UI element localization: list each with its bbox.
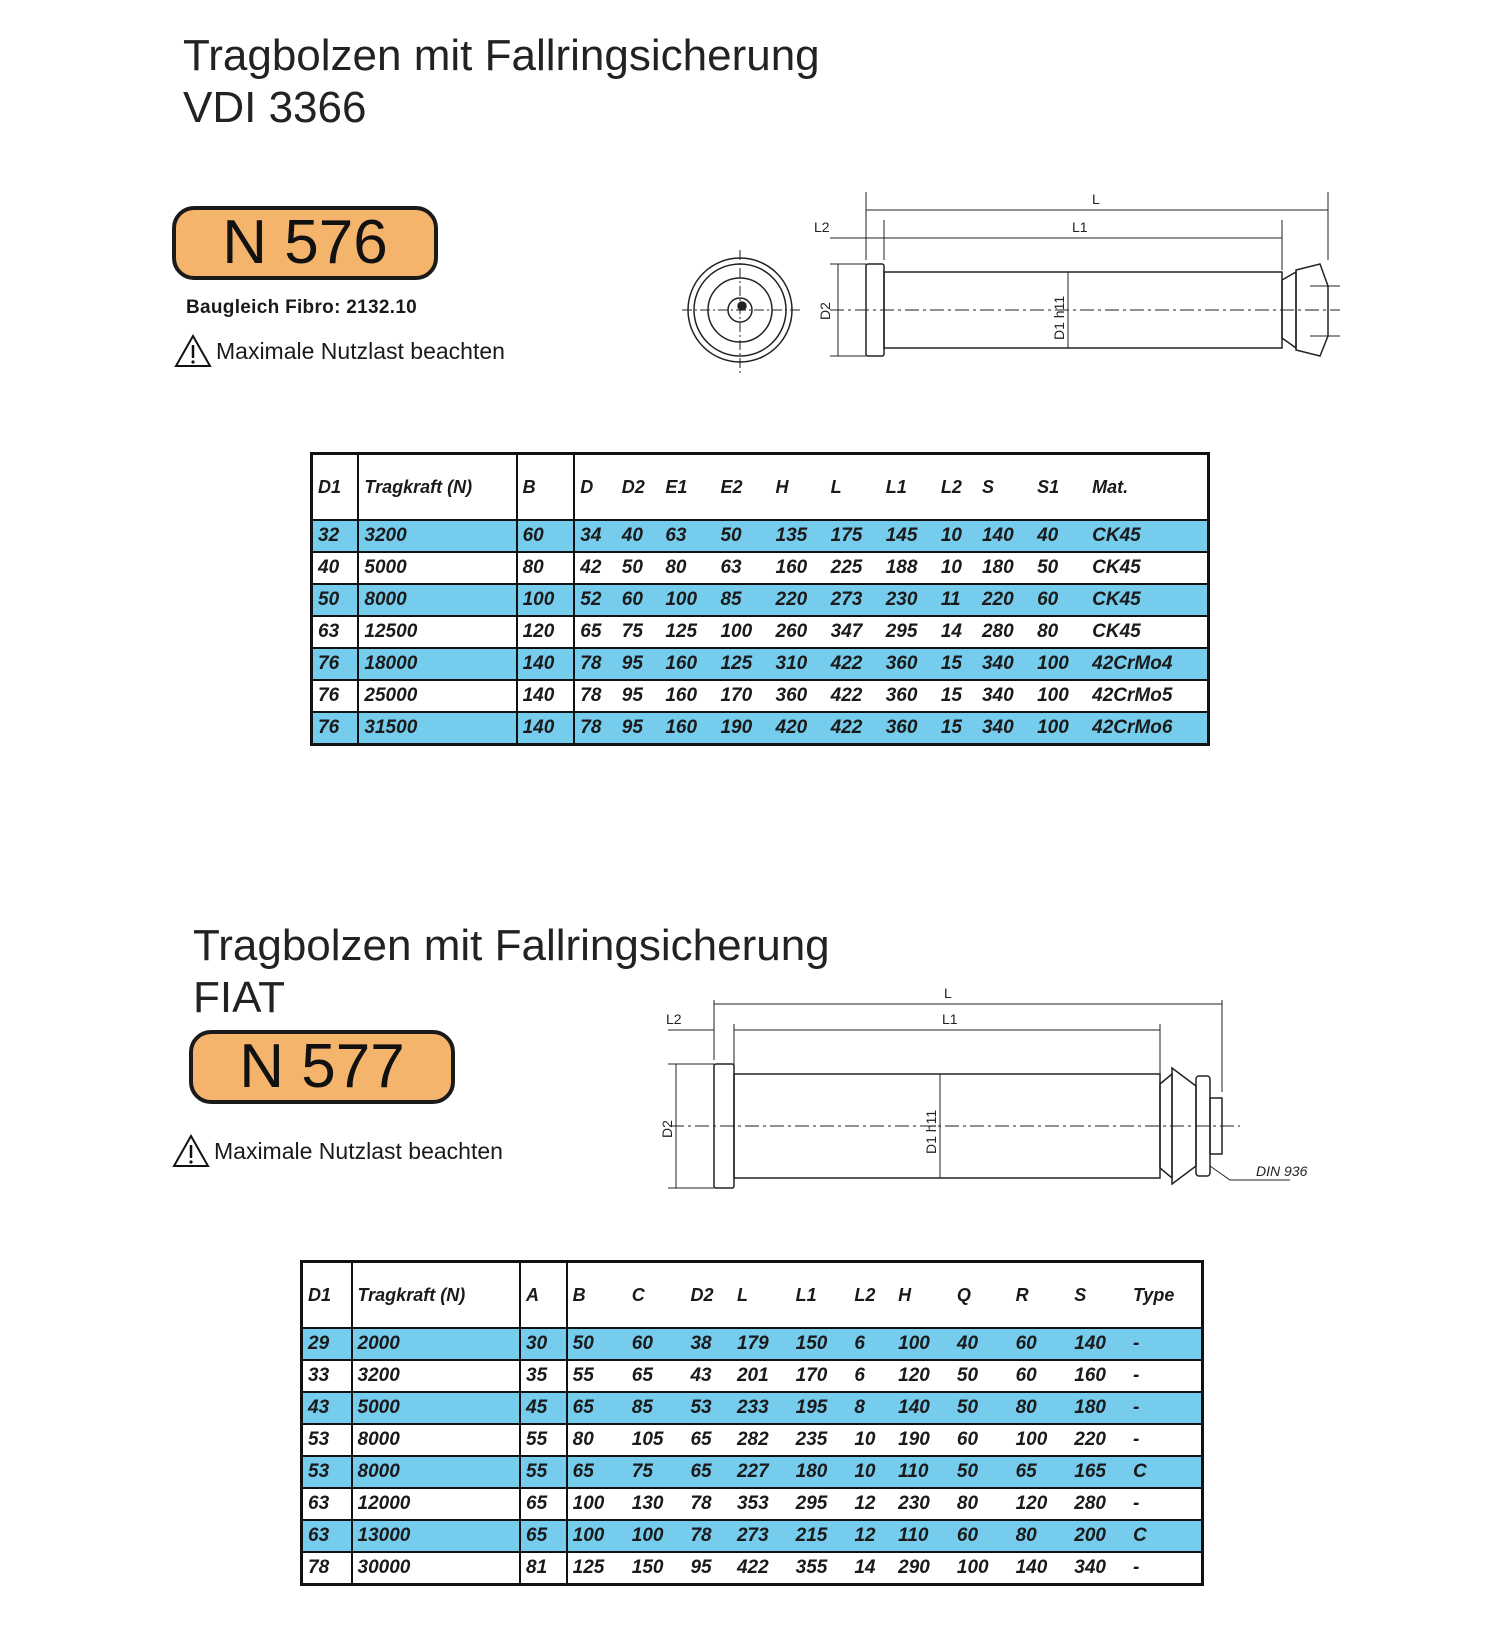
table-header-cell: D1 bbox=[302, 1262, 352, 1329]
table-row bbox=[312, 520, 1209, 552]
table-cell: 100 bbox=[567, 1488, 627, 1520]
table-cell: 31500 bbox=[358, 712, 516, 745]
table-cell: 8000 bbox=[358, 584, 516, 616]
table-cell: 55 bbox=[567, 1360, 627, 1392]
table-cell: 190 bbox=[893, 1424, 952, 1456]
table-cell: 100 bbox=[660, 584, 715, 616]
table-cell: 160 bbox=[660, 680, 715, 712]
table-cell: 360 bbox=[771, 680, 826, 712]
table-cell: 60 bbox=[517, 520, 575, 552]
table-cell: 100 bbox=[567, 1520, 627, 1552]
dim-label-L: L bbox=[944, 985, 952, 1001]
table-cell: - bbox=[1128, 1328, 1203, 1360]
table-cell: 60 bbox=[952, 1424, 1011, 1456]
section2-title-line1: Tragbolzen mit Fallringsicherung bbox=[193, 921, 830, 970]
table-cell: 63 bbox=[302, 1488, 352, 1520]
table-cell: 78 bbox=[302, 1552, 352, 1585]
table-cell: 120 bbox=[517, 616, 575, 648]
table-header-cell: D1 bbox=[312, 454, 359, 521]
table-cell: 81 bbox=[520, 1552, 567, 1585]
table-cell: 95 bbox=[617, 648, 661, 680]
table-cell: 6 bbox=[849, 1328, 893, 1360]
section1-title bbox=[183, 30, 820, 134]
table-cell: 140 bbox=[1011, 1552, 1070, 1585]
table-cell: 340 bbox=[977, 680, 1032, 712]
table-cell: 125 bbox=[660, 616, 715, 648]
table-cell: 45 bbox=[520, 1392, 567, 1424]
table-cell: 220 bbox=[1069, 1424, 1128, 1456]
table-cell: 100 bbox=[715, 616, 770, 648]
table-cell: 105 bbox=[627, 1424, 686, 1456]
table-cell: 360 bbox=[881, 712, 936, 745]
table-cell: 10 bbox=[849, 1424, 893, 1456]
table-cell: 35 bbox=[520, 1360, 567, 1392]
table-cell: 12 bbox=[849, 1488, 893, 1520]
table-cell: 188 bbox=[881, 552, 936, 584]
table-cell: 85 bbox=[627, 1392, 686, 1424]
table-cell: 195 bbox=[791, 1392, 850, 1424]
section2-warning bbox=[172, 1134, 503, 1168]
dim-label-L1: L1 bbox=[942, 1011, 958, 1027]
table-cell: 18000 bbox=[358, 648, 516, 680]
table-cell: 100 bbox=[517, 584, 575, 616]
table-cell: 230 bbox=[881, 584, 936, 616]
table-header-cell: L1 bbox=[791, 1262, 850, 1329]
table-cell: 65 bbox=[574, 616, 616, 648]
section1-title-line1: Tragbolzen mit Fallringsicherung bbox=[183, 31, 820, 80]
warning-triangle-icon bbox=[172, 1134, 210, 1168]
table-header-cell: Tragkraft (N) bbox=[358, 454, 516, 521]
table-cell: 215 bbox=[791, 1520, 850, 1552]
table-cell: 76 bbox=[312, 680, 359, 712]
table-cell: 280 bbox=[1069, 1488, 1128, 1520]
table-cell: 8000 bbox=[352, 1456, 521, 1488]
section1-spec-table bbox=[310, 452, 1210, 746]
table-cell: 125 bbox=[567, 1552, 627, 1585]
table-cell: 50 bbox=[567, 1328, 627, 1360]
table-cell: 43 bbox=[302, 1392, 352, 1424]
table-cell: 140 bbox=[517, 648, 575, 680]
section2-title-line2: FIAT bbox=[193, 973, 286, 1022]
table-cell: 180 bbox=[791, 1456, 850, 1488]
table-cell: 60 bbox=[1032, 584, 1087, 616]
table-cell: 80 bbox=[567, 1424, 627, 1456]
table-cell: 100 bbox=[1032, 712, 1087, 745]
table-cell: 63 bbox=[715, 552, 770, 584]
table-cell: 5000 bbox=[358, 552, 516, 584]
din-label: DIN 936 bbox=[1256, 1163, 1308, 1179]
table-cell: 273 bbox=[732, 1520, 791, 1552]
table-cell: C bbox=[1128, 1456, 1203, 1488]
table-header-row bbox=[302, 1262, 1203, 1329]
table-cell: 55 bbox=[520, 1424, 567, 1456]
table-cell: 179 bbox=[732, 1328, 791, 1360]
table-cell: 95 bbox=[617, 712, 661, 745]
table-cell: 42CrMo4 bbox=[1087, 648, 1208, 680]
table-header-cell: L1 bbox=[881, 454, 936, 521]
table-cell: 65 bbox=[567, 1392, 627, 1424]
dim-label-D2: D2 bbox=[659, 1120, 675, 1138]
table-cell: 10 bbox=[849, 1456, 893, 1488]
section2-technical-drawing bbox=[650, 980, 1340, 1200]
table-cell: 53 bbox=[302, 1456, 352, 1488]
section1-technical-drawing bbox=[680, 190, 1340, 390]
table-header-cell: L bbox=[826, 454, 881, 521]
table-cell: 8 bbox=[849, 1392, 893, 1424]
table-cell: 100 bbox=[952, 1552, 1011, 1585]
table-cell: 50 bbox=[1032, 552, 1087, 584]
table-header-cell: C bbox=[627, 1262, 686, 1329]
table-row bbox=[302, 1392, 1203, 1424]
table-cell: - bbox=[1128, 1488, 1203, 1520]
table-cell: 227 bbox=[732, 1456, 791, 1488]
table-cell: 295 bbox=[791, 1488, 850, 1520]
table-cell: 130 bbox=[627, 1488, 686, 1520]
table-cell: 53 bbox=[302, 1424, 352, 1456]
table-cell: - bbox=[1128, 1552, 1203, 1585]
table-cell: 50 bbox=[952, 1456, 1011, 1488]
table-cell: 145 bbox=[881, 520, 936, 552]
table-cell: 220 bbox=[977, 584, 1032, 616]
table-cell: 340 bbox=[977, 648, 1032, 680]
table-cell: 80 bbox=[1032, 616, 1087, 648]
table-cell: - bbox=[1128, 1360, 1203, 1392]
table-header-row bbox=[312, 454, 1209, 521]
table-row bbox=[312, 680, 1209, 712]
table-cell: 422 bbox=[732, 1552, 791, 1585]
table-cell: 65 bbox=[627, 1360, 686, 1392]
table-header-cell: H bbox=[771, 454, 826, 521]
table-cell: 100 bbox=[1032, 648, 1087, 680]
table-cell: 170 bbox=[791, 1360, 850, 1392]
table-cell: 33 bbox=[302, 1360, 352, 1392]
table-header-cell: S bbox=[977, 454, 1032, 521]
table-cell: 60 bbox=[627, 1328, 686, 1360]
table-cell: 15 bbox=[936, 648, 977, 680]
table-cell: 100 bbox=[627, 1520, 686, 1552]
table-cell: 80 bbox=[1011, 1520, 1070, 1552]
table-header-cell: D2 bbox=[617, 454, 661, 521]
table-row bbox=[312, 712, 1209, 745]
table-cell: 100 bbox=[1011, 1424, 1070, 1456]
table-cell: 422 bbox=[826, 648, 881, 680]
table-cell: 340 bbox=[977, 712, 1032, 745]
table-header-cell: H bbox=[893, 1262, 952, 1329]
table-cell: 50 bbox=[952, 1392, 1011, 1424]
table-cell: 95 bbox=[617, 680, 661, 712]
table-cell: 420 bbox=[771, 712, 826, 745]
table-cell: 80 bbox=[517, 552, 575, 584]
table-cell: 100 bbox=[893, 1328, 952, 1360]
table-cell: 290 bbox=[893, 1552, 952, 1585]
table-cell: 120 bbox=[1011, 1488, 1070, 1520]
table-cell: 190 bbox=[715, 712, 770, 745]
table-cell: 75 bbox=[617, 616, 661, 648]
table-cell: 52 bbox=[574, 584, 616, 616]
table-cell: 2000 bbox=[352, 1328, 521, 1360]
table-header-cell: L2 bbox=[849, 1262, 893, 1329]
table-cell: 11 bbox=[936, 584, 977, 616]
table-cell: 75 bbox=[627, 1456, 686, 1488]
table-cell: 32 bbox=[312, 520, 359, 552]
table-cell: 60 bbox=[617, 584, 661, 616]
table-cell: 76 bbox=[312, 712, 359, 745]
table-cell: 65 bbox=[520, 1520, 567, 1552]
table-header-cell: R bbox=[1011, 1262, 1070, 1329]
table-cell: 180 bbox=[1069, 1392, 1128, 1424]
table-cell: C bbox=[1128, 1520, 1203, 1552]
table-cell: 50 bbox=[715, 520, 770, 552]
table-header-cell: D bbox=[574, 454, 616, 521]
table-cell: 78 bbox=[685, 1520, 731, 1552]
table-cell: 140 bbox=[517, 712, 575, 745]
table-cell: 165 bbox=[1069, 1456, 1128, 1488]
side-view bbox=[668, 1000, 1290, 1188]
table-cell: - bbox=[1128, 1424, 1203, 1456]
table-cell: 10 bbox=[936, 552, 977, 584]
table-header-cell: B bbox=[567, 1262, 627, 1329]
table-cell: 40 bbox=[952, 1328, 1011, 1360]
table-cell: 60 bbox=[1011, 1360, 1070, 1392]
table-cell: 160 bbox=[660, 712, 715, 745]
table-cell: 42 bbox=[574, 552, 616, 584]
table-cell: 42CrMo5 bbox=[1087, 680, 1208, 712]
table-cell: CK45 bbox=[1087, 520, 1208, 552]
table-cell: 201 bbox=[732, 1360, 791, 1392]
table-cell: 360 bbox=[881, 680, 936, 712]
table-cell: 282 bbox=[732, 1424, 791, 1456]
table-cell: 355 bbox=[791, 1552, 850, 1585]
section2-warning-text: Maximale Nutzlast beachten bbox=[214, 1137, 503, 1164]
table-cell: 150 bbox=[791, 1328, 850, 1360]
table-cell: 160 bbox=[771, 552, 826, 584]
table-cell: 220 bbox=[771, 584, 826, 616]
table-cell: 235 bbox=[791, 1424, 850, 1456]
table-cell: 360 bbox=[881, 648, 936, 680]
table-cell: 310 bbox=[771, 648, 826, 680]
table-cell: 230 bbox=[893, 1488, 952, 1520]
section1-product-badge: N 576 bbox=[172, 206, 438, 280]
dim-label-D1: D1 h11 bbox=[1051, 295, 1067, 340]
table-cell: 60 bbox=[1011, 1328, 1070, 1360]
table-cell: 40 bbox=[312, 552, 359, 584]
table-cell: 260 bbox=[771, 616, 826, 648]
table-header-cell: Tragkraft (N) bbox=[352, 1262, 521, 1329]
table-cell: 65 bbox=[567, 1456, 627, 1488]
table-cell: 273 bbox=[826, 584, 881, 616]
table-cell: CK45 bbox=[1087, 552, 1208, 584]
table-cell: CK45 bbox=[1087, 616, 1208, 648]
table-cell: 50 bbox=[952, 1360, 1011, 1392]
table-cell: 60 bbox=[952, 1520, 1011, 1552]
table-cell: 78 bbox=[574, 680, 616, 712]
table-cell: 125 bbox=[715, 648, 770, 680]
table-cell: 40 bbox=[617, 520, 661, 552]
table-cell: 15 bbox=[936, 680, 977, 712]
table-cell: 280 bbox=[977, 616, 1032, 648]
section1-warning bbox=[174, 334, 505, 368]
table-cell: 65 bbox=[1011, 1456, 1070, 1488]
dim-label-L: L bbox=[1092, 191, 1100, 207]
table-cell: 25000 bbox=[358, 680, 516, 712]
table-cell: 6 bbox=[849, 1360, 893, 1392]
table-row bbox=[302, 1552, 1203, 1585]
table-cell: 14 bbox=[936, 616, 977, 648]
table-cell: 43 bbox=[685, 1360, 731, 1392]
side-view bbox=[830, 192, 1340, 356]
table-cell: 200 bbox=[1069, 1520, 1128, 1552]
table-cell: 29 bbox=[302, 1328, 352, 1360]
table-cell: 76 bbox=[312, 648, 359, 680]
table-cell: 120 bbox=[893, 1360, 952, 1392]
table-header-cell: Type bbox=[1128, 1262, 1203, 1329]
table-cell: CK45 bbox=[1087, 584, 1208, 616]
table-cell: 8000 bbox=[352, 1424, 521, 1456]
table-cell: 55 bbox=[520, 1456, 567, 1488]
table-cell: 3200 bbox=[358, 520, 516, 552]
table-cell: 63 bbox=[312, 616, 359, 648]
table-header-cell: E2 bbox=[715, 454, 770, 521]
table-cell: 175 bbox=[826, 520, 881, 552]
table-row bbox=[302, 1328, 1203, 1360]
table-cell: 40 bbox=[1032, 520, 1087, 552]
table-cell: 140 bbox=[893, 1392, 952, 1424]
table-cell: 100 bbox=[1032, 680, 1087, 712]
table-cell: 233 bbox=[732, 1392, 791, 1424]
table-cell: 110 bbox=[893, 1520, 952, 1552]
table-cell: 180 bbox=[977, 552, 1032, 584]
dim-label-D2: D2 bbox=[817, 302, 833, 320]
table-row bbox=[312, 648, 1209, 680]
table-cell: 38 bbox=[685, 1328, 731, 1360]
dim-label-D1: D1 h11 bbox=[923, 1109, 939, 1154]
table-cell: 140 bbox=[977, 520, 1032, 552]
table-cell: 3200 bbox=[352, 1360, 521, 1392]
table-header-cell: S bbox=[1069, 1262, 1128, 1329]
table-cell: 30 bbox=[520, 1328, 567, 1360]
end-view bbox=[682, 250, 800, 376]
table-cell: 170 bbox=[715, 680, 770, 712]
table-cell: 140 bbox=[517, 680, 575, 712]
table-cell: 15 bbox=[936, 712, 977, 745]
table-cell: 42CrMo6 bbox=[1087, 712, 1208, 745]
table-cell: 13000 bbox=[352, 1520, 521, 1552]
table-header-cell: S1 bbox=[1032, 454, 1087, 521]
table-cell: 78 bbox=[685, 1488, 731, 1520]
table-cell: 347 bbox=[826, 616, 881, 648]
table-cell: 65 bbox=[520, 1488, 567, 1520]
section1-title-line2: VDI 3366 bbox=[183, 83, 367, 132]
table-cell: 95 bbox=[685, 1552, 731, 1585]
table-cell: 14 bbox=[849, 1552, 893, 1585]
table-row bbox=[312, 552, 1209, 584]
table-cell: 5000 bbox=[352, 1392, 521, 1424]
table-cell: 12 bbox=[849, 1520, 893, 1552]
table-cell: 78 bbox=[574, 648, 616, 680]
table-row bbox=[302, 1520, 1203, 1552]
table-cell: 160 bbox=[660, 648, 715, 680]
table-cell: 110 bbox=[893, 1456, 952, 1488]
table-cell: 295 bbox=[881, 616, 936, 648]
section1-warning-text: Maximale Nutzlast beachten bbox=[216, 337, 505, 364]
table-cell: 63 bbox=[302, 1520, 352, 1552]
table-row bbox=[302, 1424, 1203, 1456]
table-cell: 353 bbox=[732, 1488, 791, 1520]
table-row bbox=[302, 1360, 1203, 1392]
section1-subtitle: Baugleich Fibro: 2132.10 bbox=[186, 297, 418, 318]
table-header-cell: L bbox=[732, 1262, 791, 1329]
table-cell: 65 bbox=[685, 1456, 731, 1488]
table-header-cell: L2 bbox=[936, 454, 977, 521]
table-cell: 63 bbox=[660, 520, 715, 552]
table-cell: 80 bbox=[952, 1488, 1011, 1520]
table-cell: 50 bbox=[312, 584, 359, 616]
table-cell: 340 bbox=[1069, 1552, 1128, 1585]
table-header-cell: Mat. bbox=[1087, 454, 1208, 521]
table-cell: 65 bbox=[685, 1424, 731, 1456]
table-header-cell: B bbox=[517, 454, 575, 521]
table-header-cell: D2 bbox=[685, 1262, 731, 1329]
table-cell: 140 bbox=[1069, 1328, 1128, 1360]
table-row bbox=[302, 1456, 1203, 1488]
table-cell: 422 bbox=[826, 712, 881, 745]
table-cell: 422 bbox=[826, 680, 881, 712]
dim-label-L1: L1 bbox=[1072, 219, 1088, 235]
table-cell: 12500 bbox=[358, 616, 516, 648]
table-cell: 53 bbox=[685, 1392, 731, 1424]
table-header-cell: A bbox=[520, 1262, 567, 1329]
table-cell: 150 bbox=[627, 1552, 686, 1585]
table-header-cell: E1 bbox=[660, 454, 715, 521]
table-row bbox=[312, 616, 1209, 648]
table-cell: 34 bbox=[574, 520, 616, 552]
table-header-cell: Q bbox=[952, 1262, 1011, 1329]
table-cell: 160 bbox=[1069, 1360, 1128, 1392]
table-cell: 12000 bbox=[352, 1488, 521, 1520]
section2-product-badge: N 577 bbox=[189, 1030, 455, 1104]
table-cell: 10 bbox=[936, 520, 977, 552]
table-cell: 80 bbox=[1011, 1392, 1070, 1424]
table-row bbox=[302, 1488, 1203, 1520]
table-cell: 225 bbox=[826, 552, 881, 584]
table-cell: 30000 bbox=[352, 1552, 521, 1585]
warning-triangle-icon bbox=[174, 334, 212, 368]
table-cell: 78 bbox=[574, 712, 616, 745]
section2-spec-table bbox=[300, 1260, 1204, 1586]
table-cell: 50 bbox=[617, 552, 661, 584]
dim-label-L2: L2 bbox=[666, 1011, 682, 1027]
table-row bbox=[312, 584, 1209, 616]
table-cell: 85 bbox=[715, 584, 770, 616]
table-cell: 80 bbox=[660, 552, 715, 584]
dim-label-L2: L2 bbox=[814, 219, 830, 235]
table-cell: - bbox=[1128, 1392, 1203, 1424]
table-cell: 135 bbox=[771, 520, 826, 552]
